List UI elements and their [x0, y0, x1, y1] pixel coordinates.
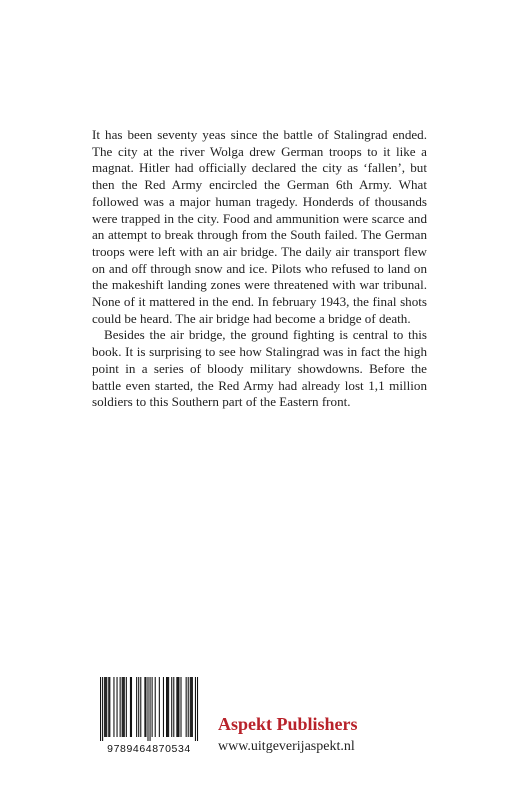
barcode-bar: [186, 677, 187, 737]
barcode-bar: [195, 677, 196, 741]
barcode-bar: [173, 677, 174, 737]
barcode-bar: [168, 677, 169, 737]
barcode-bar: [130, 677, 131, 737]
publisher-url: www.uitgeverijaspekt.nl: [218, 739, 355, 754]
barcode-bar: [108, 677, 109, 737]
barcode-bar: [113, 677, 114, 737]
barcode-bar: [124, 677, 125, 737]
barcode-bar: [177, 677, 178, 737]
barcode-bar: [100, 677, 101, 741]
barcode-bar: [106, 677, 107, 737]
barcode-bar: [155, 677, 156, 737]
barcode-bar: [178, 677, 179, 737]
barcode-bar: [122, 677, 123, 737]
blurb-paragraph-1: It has been seventy yeas since the battle of Stalingrad ended. The city at the river Wolga drew German troops to it like a magnat. Hitler had officially declared the city as ‘fallen’, but then the Red Army encircled the German 6th Army. What followed was a major human tragedy. Honderds of thousands were trapped in the city. Food and ammunition were scarce and an attempt to break through from the South failed. The German troops were left with an air bridge. The daily air transport flew on and off through snow and ice. Pilots who refused to land on the makeshift landing zones were threatened with war tribunal. None of it mattered in the end. In february 1943, the final shots could be heard. The air bridge had become a bridge of death.: [92, 127, 427, 326]
barcode-bar: [123, 677, 124, 737]
barcode-bar: [102, 677, 103, 741]
barcode-bar: [145, 677, 146, 737]
barcode-bar: [167, 677, 168, 737]
barcode-bar: [131, 677, 132, 737]
barcode-bar: [109, 677, 110, 737]
barcode-bar: [152, 677, 153, 737]
blurb-text: [92, 127, 427, 411]
barcode-bar: [171, 677, 172, 737]
barcode-bar: [163, 677, 164, 737]
barcode-bar: [166, 677, 167, 737]
barcode-bar: [105, 677, 106, 737]
publisher-name: Aspekt Publishers: [218, 714, 358, 734]
barcode-bar: [144, 677, 145, 737]
barcode-bar: [126, 677, 127, 737]
barcode-bar: [190, 677, 191, 737]
barcode-bar: [192, 677, 193, 737]
barcode-bar: [176, 677, 177, 737]
barcode-bar: [140, 677, 141, 737]
isbn-number: 9789464870534: [107, 743, 191, 755]
isbn-barcode: [96, 677, 202, 757]
barcode-bar: [136, 677, 137, 737]
barcode-bar: [138, 677, 139, 737]
barcode-bar: [191, 677, 192, 737]
blurb-paragraph-2: Besides the air bridge, the ground fighting is central to this book. It is surprising to see how Stalingrad was in fact the high point in a series of bloody military showdowns. Before the battle even started, the Red Army had already lost 1,1 million soldiers to this Southern part of the Eastern front.: [92, 327, 427, 410]
barcode-icon: [96, 677, 202, 741]
barcode-bar: [104, 677, 105, 737]
barcode-bar: [120, 677, 121, 737]
barcode-bar: [180, 677, 181, 737]
barcode-bar: [150, 677, 151, 741]
barcode-bar: [197, 677, 198, 741]
barcode-bar: [117, 677, 118, 737]
publisher-block: [218, 713, 418, 756]
barcode-bar: [147, 677, 148, 741]
barcode-bar: [159, 677, 160, 737]
barcode-bar: [188, 677, 189, 737]
